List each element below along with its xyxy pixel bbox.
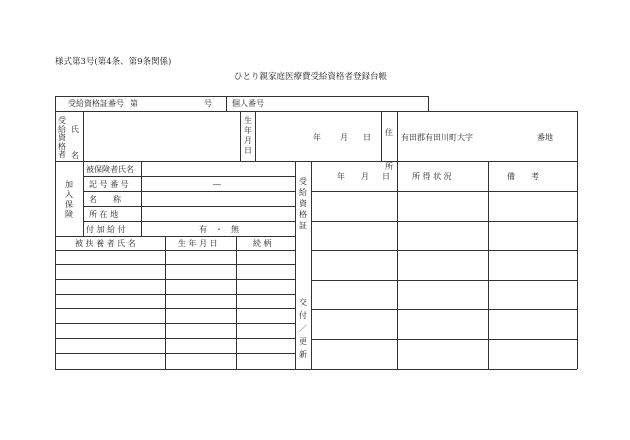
address-suffix: 番地 [537, 133, 553, 142]
cert-number-label: 受給資格証番号 [68, 99, 124, 108]
insurance-row-label: 所 在 地 [89, 210, 119, 219]
insurance-row-label: 記 号 番 号 [89, 180, 129, 189]
cert-col-income: 所 得 状 況 [412, 172, 452, 181]
insurance-row-label: 名 称 [89, 195, 121, 204]
cert-col-month: 月 [361, 172, 369, 181]
dob-year: 年 [313, 133, 321, 142]
certificate-section-label: 受給資格証 [299, 177, 307, 230]
recipient-section-label: 受給資格者 [58, 116, 66, 159]
recipient-name-label: 氏名 [71, 125, 79, 160]
insurance-section-label: 加入保険 [65, 180, 73, 219]
dob-day: 日 [363, 133, 371, 142]
cert-col-day: 日 [382, 172, 390, 181]
cert-col-year: 年 [337, 172, 345, 181]
dependents-header-relation: 続 柄 [253, 239, 272, 248]
dob-label: 生年月日 [244, 116, 252, 155]
insurance-row-label: 付 加 給 付 [86, 225, 126, 234]
form-reference: 様式第3号(第4条、第9条関係) [55, 57, 172, 67]
renewal-section-label: 交付／更新 [299, 298, 307, 359]
dependents-header-name: 被 扶 養 者 氏 名 [75, 239, 136, 248]
page-title: ひとり親家庭医療費受給資格者登録台帳 [234, 72, 388, 82]
additional-benefit-value: 有 ・ 無 [199, 225, 239, 234]
insurance-number-value: ― [213, 180, 221, 189]
insurance-row-label: 被保険者氏名 [86, 165, 134, 174]
cert-number-prefix: 第 [130, 99, 138, 108]
dependents-header-dob: 生 年 月 日 [178, 239, 218, 248]
address-value: 有田郡有田川町大字 [401, 133, 473, 142]
personal-number-label: 個人番号 [232, 99, 264, 108]
cert-col-remarks: 備 考 [507, 172, 539, 181]
dob-month: 月 [340, 133, 348, 142]
address-label: 住所 [385, 128, 393, 171]
cert-number-suffix: 号 [204, 99, 212, 108]
